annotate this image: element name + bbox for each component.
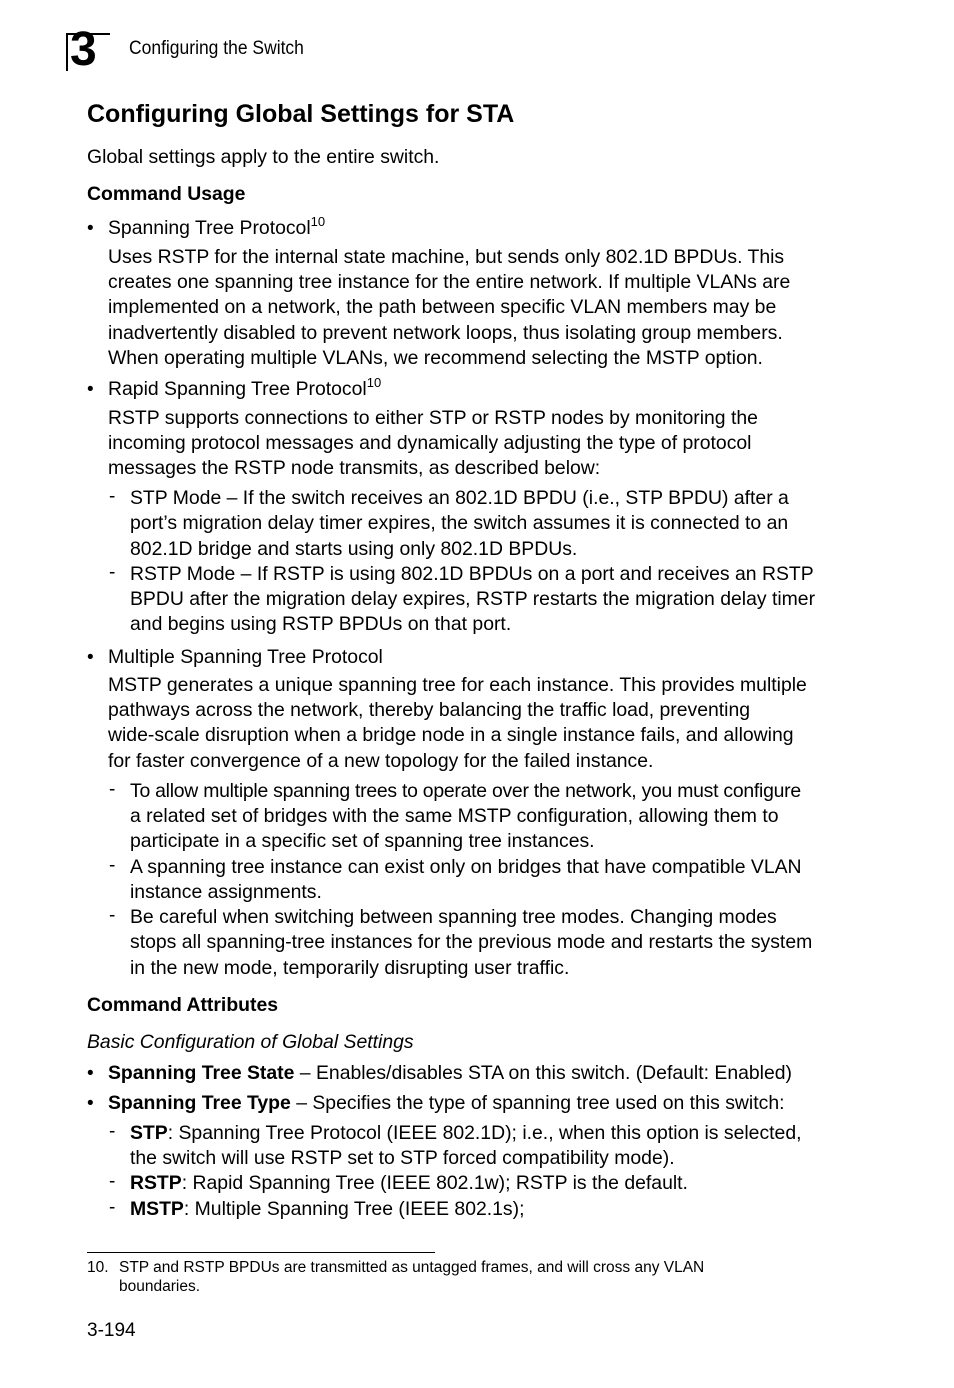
usage-subline: RSTP Mode – If RSTP is using 802.1D BPDUs on a port and receives an RSTP — [130, 563, 814, 585]
usage-line: When operating multiple VLANs, we recommend selecting the MSTP option. — [108, 347, 763, 369]
usage-subline: BPDU after the migration delay expires, RSTP restarts the migration delay timer — [130, 588, 816, 610]
dash: - — [109, 1121, 116, 1142]
usage-line: for faster convergence of a new topology for the failed instance. — [108, 750, 654, 772]
type-option — [130, 1121, 802, 1146]
usage-subline: A spanning tree instance can exist only on bridges that have compatible VLAN — [130, 856, 802, 878]
footnote-line: boundaries. — [119, 1278, 201, 1295]
type-option-term: STP — [130, 1122, 168, 1144]
usage-line: pathways across the network, thereby balancing the traffic load, preventing — [108, 699, 751, 721]
usage-subline: in the new mode, temporarily disrupting user traffic. — [130, 957, 570, 979]
footnote-ref: 10 — [310, 214, 326, 229]
usage-line: MSTP generates a unique spanning tree for each instance. This provides multiple — [108, 674, 807, 696]
intro-text: Global settings apply to the entire switch. — [87, 146, 440, 168]
footnote-rule — [87, 1252, 435, 1253]
bullet: • — [87, 218, 94, 239]
dash: - — [109, 1197, 116, 1218]
attribute-desc: – Specifies the type of spanning tree used on this switch: — [290, 1092, 785, 1114]
dash: - — [109, 779, 116, 800]
section-title: Configuring Global Settings for STA — [87, 100, 515, 128]
footnote-line: STP and RSTP BPDUs are transmitted as untagged frames, and will cross any VLAN — [119, 1259, 705, 1276]
usage-subline: a related set of bridges with the same MSTP configuration, allowing them to — [130, 805, 779, 827]
dash: - — [109, 562, 116, 583]
type-option-desc: : Rapid Spanning Tree (IEEE 802.1w); RSTP is the default. — [181, 1172, 688, 1194]
usage-subline: Be careful when switching between spanning tree modes. Changing modes — [130, 906, 777, 928]
attribute-desc: – Enables/disables STA on this switch. (Default: Enabled) — [294, 1062, 793, 1084]
usage-line: inadvertently disabled to prevent network loops, thus isolating group members. — [108, 322, 783, 344]
chapter-number: 3 — [70, 23, 96, 76]
usage-subline: stops all spanning-tree instances for the previous mode and restarts the system — [130, 931, 813, 953]
usage-subline: To allow multiple spanning trees to operate over the network, you must configure — [130, 780, 801, 802]
bullet: • — [87, 647, 94, 668]
usage-line: creates one spanning tree instance for the entire network. If multiple VLANs are — [108, 271, 791, 293]
usage-item-title: Rapid Spanning Tree Protocol$^{10}$ — [108, 375, 382, 400]
usage-line: wide-scale disruption when a bridge node in a single instance fails, and allowing — [108, 724, 794, 746]
usage-line: Uses RSTP for the internal state machine, but sends only 802.1D BPDUs. This — [108, 246, 785, 268]
dash: - — [109, 855, 116, 876]
command-usage-heading: Command Usage — [87, 183, 246, 205]
command-attributes-heading: Command Attributes — [87, 994, 279, 1016]
usage-item-title: Spanning Tree Protocol$^{10}$ — [108, 214, 326, 239]
type-option-cont: the switch will use RSTP set to STP forced compatibility mode). — [130, 1147, 675, 1169]
type-option — [130, 1197, 524, 1222]
attribute-item — [108, 1061, 792, 1086]
bullet: • — [87, 379, 94, 400]
dash: - — [109, 486, 116, 507]
dash: - — [109, 905, 116, 926]
attribute-term: Spanning Tree Type — [108, 1092, 291, 1114]
bullet: • — [87, 1093, 94, 1114]
usage-line: implemented on a network, the path between specific VLAN members may be — [108, 296, 777, 318]
type-option-term: MSTP — [130, 1198, 184, 1220]
usage-subline: instance assignments. — [130, 881, 322, 903]
attribute-item — [108, 1091, 785, 1116]
bullet: • — [87, 1063, 94, 1084]
type-option-term: RSTP — [130, 1172, 182, 1194]
running-title: Configuring the Switch — [129, 38, 304, 59]
attribute-term: Spanning Tree State — [108, 1062, 295, 1084]
usage-line: messages the RSTP node transmits, as described below: — [108, 457, 601, 479]
usage-subline: participate in a specific set of spanning tree instances. — [130, 830, 595, 852]
type-option-desc: : Spanning Tree Protocol (IEEE 802.1D); i.e., when this option is selected, — [167, 1122, 802, 1144]
usage-subline: 802.1D bridge and starts using only 802.1D BPDUs. — [130, 538, 578, 560]
usage-item-title: Multiple Spanning Tree Protocol — [108, 646, 383, 668]
usage-line: RSTP supports connections to either STP or RSTP nodes by monitoring the — [108, 407, 758, 429]
type-option — [130, 1171, 688, 1196]
usage-subline: port’s migration delay timer expires, the switch assumes it is connected to an — [130, 512, 789, 534]
footnote-ref: 10 — [366, 375, 382, 390]
footnote-number: 10. — [87, 1259, 109, 1276]
usage-line: incoming protocol messages and dynamically adjusting the type of protocol — [108, 432, 752, 454]
type-option-desc: : Multiple Spanning Tree (IEEE 802.1s); — [183, 1198, 525, 1220]
attributes-subheading: Basic Configuration of Global Settings — [87, 1031, 414, 1053]
dash: - — [109, 1171, 116, 1192]
usage-subline: STP Mode – If the switch receives an 802.1D BPDU (i.e., STP BPDU) after a — [130, 487, 789, 509]
usage-subline: and begins using RSTP BPDUs on that port. — [130, 613, 512, 635]
page-number: 3-194 — [87, 1320, 136, 1341]
